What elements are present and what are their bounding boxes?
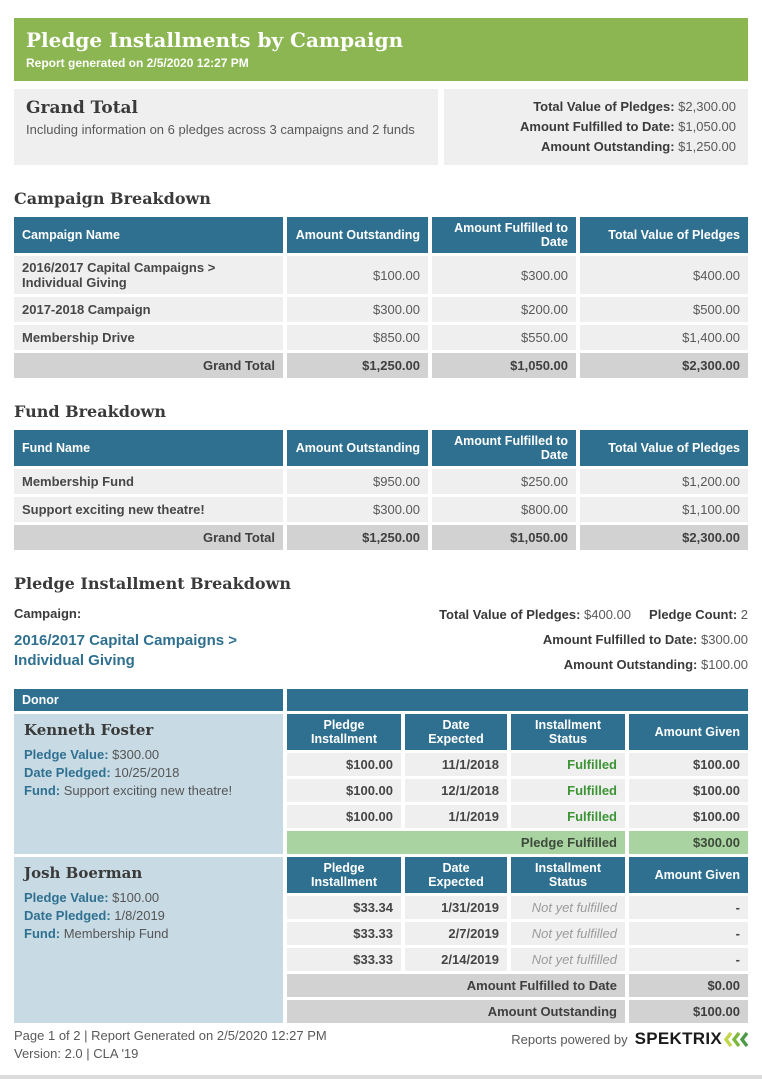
installment-amount: $33.33 (287, 948, 401, 971)
row-name: 2016/2017 Capital Campaigns > Individual Giving (14, 256, 283, 294)
donor-column-header: Donor (14, 689, 283, 711)
grand-total-title: Grand Total (26, 98, 139, 118)
footer-left (14, 1027, 327, 1063)
stat-value: $1,250.00 (678, 139, 736, 154)
summary-label: Amount Fulfilled to Date (287, 974, 625, 997)
footer (14, 1027, 748, 1063)
stat-value: 2 (740, 607, 748, 622)
installment-amount-given: - (629, 896, 748, 919)
installment-amount-given: - (629, 948, 748, 971)
installment-date: 12/1/2018 (405, 779, 507, 802)
installment-amount-given: - (629, 922, 748, 945)
installment-amount-given: $100.00 (629, 805, 748, 828)
grand-total-label: Grand Total (14, 353, 283, 378)
stat-value: $100.00 (701, 657, 748, 672)
report-title: Pledge Installments by Campaign (26, 28, 404, 52)
stat-value: $300.00 (701, 632, 748, 647)
donor-detail-label: Pledge Value: (24, 890, 113, 905)
footer-page-info: Page 1 of 2 | Report Generated on 2/5/2020 12:27 PM (14, 1028, 327, 1043)
donor-name: Josh Boerman (24, 864, 143, 882)
campaign-breakdown-table (14, 217, 748, 378)
installment-table (287, 714, 748, 854)
row-value: $300.00 (432, 256, 576, 294)
stat-label: Amount Outstanding: (563, 657, 701, 672)
grand-total-summary (14, 89, 438, 165)
donor-name: Kenneth Foster (24, 721, 154, 739)
installment-column-header: Amount Given (629, 857, 748, 893)
fund-breakdown-table (14, 430, 748, 550)
row-name: Membership Drive (14, 325, 283, 350)
donor-detail-label: Date Pledged: (24, 765, 115, 780)
stat-label: Amount Outstanding: (540, 139, 679, 154)
donor-section (14, 714, 748, 854)
row-value: $250.00 (432, 469, 576, 494)
stat-value: $400.00 (584, 607, 632, 622)
donor-detail-value: $300.00 (112, 747, 160, 762)
row-value: $500.00 (580, 297, 748, 322)
summary-value: $0.00 (629, 974, 748, 997)
spektrix-chevrons-icon (724, 1032, 748, 1047)
donor-detail (24, 764, 273, 782)
row-name: Membership Fund (14, 469, 283, 494)
donor-detail-label: Pledge Value: (24, 747, 113, 762)
donor-detail (24, 746, 273, 764)
installment-status: Fulfilled (511, 779, 625, 802)
donor-detail-label: Fund: (24, 926, 64, 941)
column-header: Amount Fulfilled to Date (432, 430, 576, 466)
campaign-link[interactable]: 2016/2017 Capital Campaigns > Individual Giving (14, 632, 238, 669)
column-header: Total Value of Pledges (580, 217, 748, 253)
grand-total-value: $2,300.00 (580, 525, 748, 550)
stat-line (456, 117, 736, 137)
report-subtitle: Report generated on 2/5/2020 12:27 PM (26, 56, 249, 70)
installment-column-header: Installment Status (511, 857, 625, 893)
stat-pair (520, 119, 736, 134)
column-header: Total Value of Pledges (580, 430, 748, 466)
stat-pair (541, 139, 736, 154)
row-value: $1,200.00 (580, 469, 748, 494)
donor-detail-label: Date Pledged: (24, 908, 115, 923)
donor-info (14, 857, 283, 1023)
stat-label: Amount Fulfilled to Date: (542, 632, 701, 647)
stat-label: Total Value of Pledges: (439, 607, 585, 622)
stat-label: Amount Fulfilled to Date: (520, 119, 679, 134)
installment-status: Not yet fulfilled (511, 896, 625, 919)
donor-detail-value: Membership Fund (63, 926, 169, 941)
row-value: $400.00 (580, 256, 748, 294)
stat-pair (543, 632, 748, 647)
installment-date: 2/7/2019 (405, 922, 507, 945)
donor-detail (24, 782, 273, 800)
installment-column-header: Pledge Installment (287, 857, 401, 893)
stat-pair (439, 607, 631, 622)
row-value: $550.00 (432, 325, 576, 350)
powered-by (511, 1029, 748, 1049)
installment-status: Fulfilled (511, 753, 625, 776)
row-value: $800.00 (432, 497, 576, 522)
spektrix-wordmark: SPEKTRIX (634, 1029, 722, 1048)
row-value: $850.00 (287, 325, 428, 350)
donor-detail-value: Support exciting new theatre! (63, 783, 233, 798)
donor-detail (24, 889, 273, 907)
section-title-campaign-breakdown: Campaign Breakdown (14, 189, 211, 208)
installment-amount-given: $100.00 (629, 753, 748, 776)
installment-column-header: Pledge Installment (287, 714, 401, 750)
grand-total-label: Grand Total (14, 525, 283, 550)
installment-amount: $100.00 (287, 753, 401, 776)
donor-section (14, 857, 748, 1023)
donor-detail-label: Fund: (24, 783, 64, 798)
grand-total-value: $1,250.00 (287, 353, 428, 378)
grand-total-section (14, 89, 748, 165)
grand-total-stats (444, 89, 748, 165)
grand-total-value: $1,050.00 (432, 525, 576, 550)
row-value: $1,100.00 (580, 497, 748, 522)
spektrix-logo (635, 1029, 748, 1049)
row-value: $100.00 (287, 256, 428, 294)
row-value: $300.00 (287, 497, 428, 522)
footer-version: Version: 2.0 | CLA '19 (14, 1046, 139, 1061)
column-header: Fund Name (14, 430, 283, 466)
report-page (14, 0, 748, 1023)
installment-date: 2/14/2019 (405, 948, 507, 971)
stat-line (456, 97, 736, 117)
stat-value: $2,300.00 (678, 99, 736, 114)
installment-date: 1/1/2019 (405, 805, 507, 828)
stat-line (439, 627, 748, 652)
donor-header-bar (14, 689, 748, 711)
installment-column-header: Date Expected (405, 714, 507, 750)
pledge-breakdown-head (14, 602, 748, 677)
installment-status: Fulfilled (511, 805, 625, 828)
stat-pair (533, 99, 736, 114)
installment-column-header: Date Expected (405, 857, 507, 893)
row-name: Support exciting new theatre! (14, 497, 283, 522)
row-value: $950.00 (287, 469, 428, 494)
installment-column-header: Amount Given (629, 714, 748, 750)
donor-detail (24, 925, 273, 943)
row-name: 2017-2018 Campaign (14, 297, 283, 322)
pledge-breakdown-stats (439, 602, 748, 677)
installment-status: Not yet fulfilled (511, 948, 625, 971)
column-header: Amount Fulfilled to Date (432, 217, 576, 253)
installment-amount: $100.00 (287, 805, 401, 828)
column-header: Campaign Name (14, 217, 283, 253)
grand-total-value: $1,050.00 (432, 353, 576, 378)
campaign-label: Campaign: (14, 606, 82, 621)
row-value: $300.00 (287, 297, 428, 322)
stat-line (439, 652, 748, 677)
stat-pair (564, 657, 748, 672)
stat-line (456, 137, 736, 157)
summary-value: $300.00 (629, 831, 748, 854)
donor-sections (14, 714, 748, 1023)
installment-amount: $33.33 (287, 922, 401, 945)
installment-date: 11/1/2018 (405, 753, 507, 776)
stat-value: $1,050.00 (678, 119, 736, 134)
installment-amount: $100.00 (287, 779, 401, 802)
grand-total-value: $1,250.00 (287, 525, 428, 550)
stat-line (439, 602, 748, 627)
installment-date: 1/31/2019 (405, 896, 507, 919)
donor-detail-value: 10/25/2018 (114, 765, 180, 780)
stat-label: Total Value of Pledges: (533, 99, 679, 114)
summary-label: Pledge Fulfilled (287, 831, 625, 854)
installment-amount-given: $100.00 (629, 779, 748, 802)
installment-table (287, 857, 748, 1023)
donor-detail-value: 1/8/2019 (114, 908, 165, 923)
stat-pair (649, 607, 748, 622)
column-header: Amount Outstanding (287, 430, 428, 466)
column-header: Amount Outstanding (287, 217, 428, 253)
report-header (14, 18, 748, 81)
installment-amount: $33.34 (287, 896, 401, 919)
donor-header-bar-filler (287, 689, 748, 711)
campaign-block (14, 602, 264, 677)
summary-value: $100.00 (629, 1000, 748, 1023)
row-value: $1,400.00 (580, 325, 748, 350)
section-title-fund-breakdown: Fund Breakdown (14, 402, 166, 421)
installment-column-header: Installment Status (511, 714, 625, 750)
section-title-pledge-installment-breakdown: Pledge Installment Breakdown (14, 574, 292, 593)
donor-info (14, 714, 283, 854)
page-bottom-edge (0, 1075, 762, 1079)
installment-status: Not yet fulfilled (511, 922, 625, 945)
grand-total-description: Including information on 6 pledges across 3 campaigns and 2 funds (26, 122, 415, 137)
row-value: $200.00 (432, 297, 576, 322)
summary-label: Amount Outstanding (287, 1000, 625, 1023)
donor-detail (24, 907, 273, 925)
stat-label: Pledge Count: (649, 607, 741, 622)
powered-by-label: Reports powered by (511, 1031, 628, 1047)
donor-detail-value: $100.00 (112, 890, 160, 905)
grand-total-value: $2,300.00 (580, 353, 748, 378)
